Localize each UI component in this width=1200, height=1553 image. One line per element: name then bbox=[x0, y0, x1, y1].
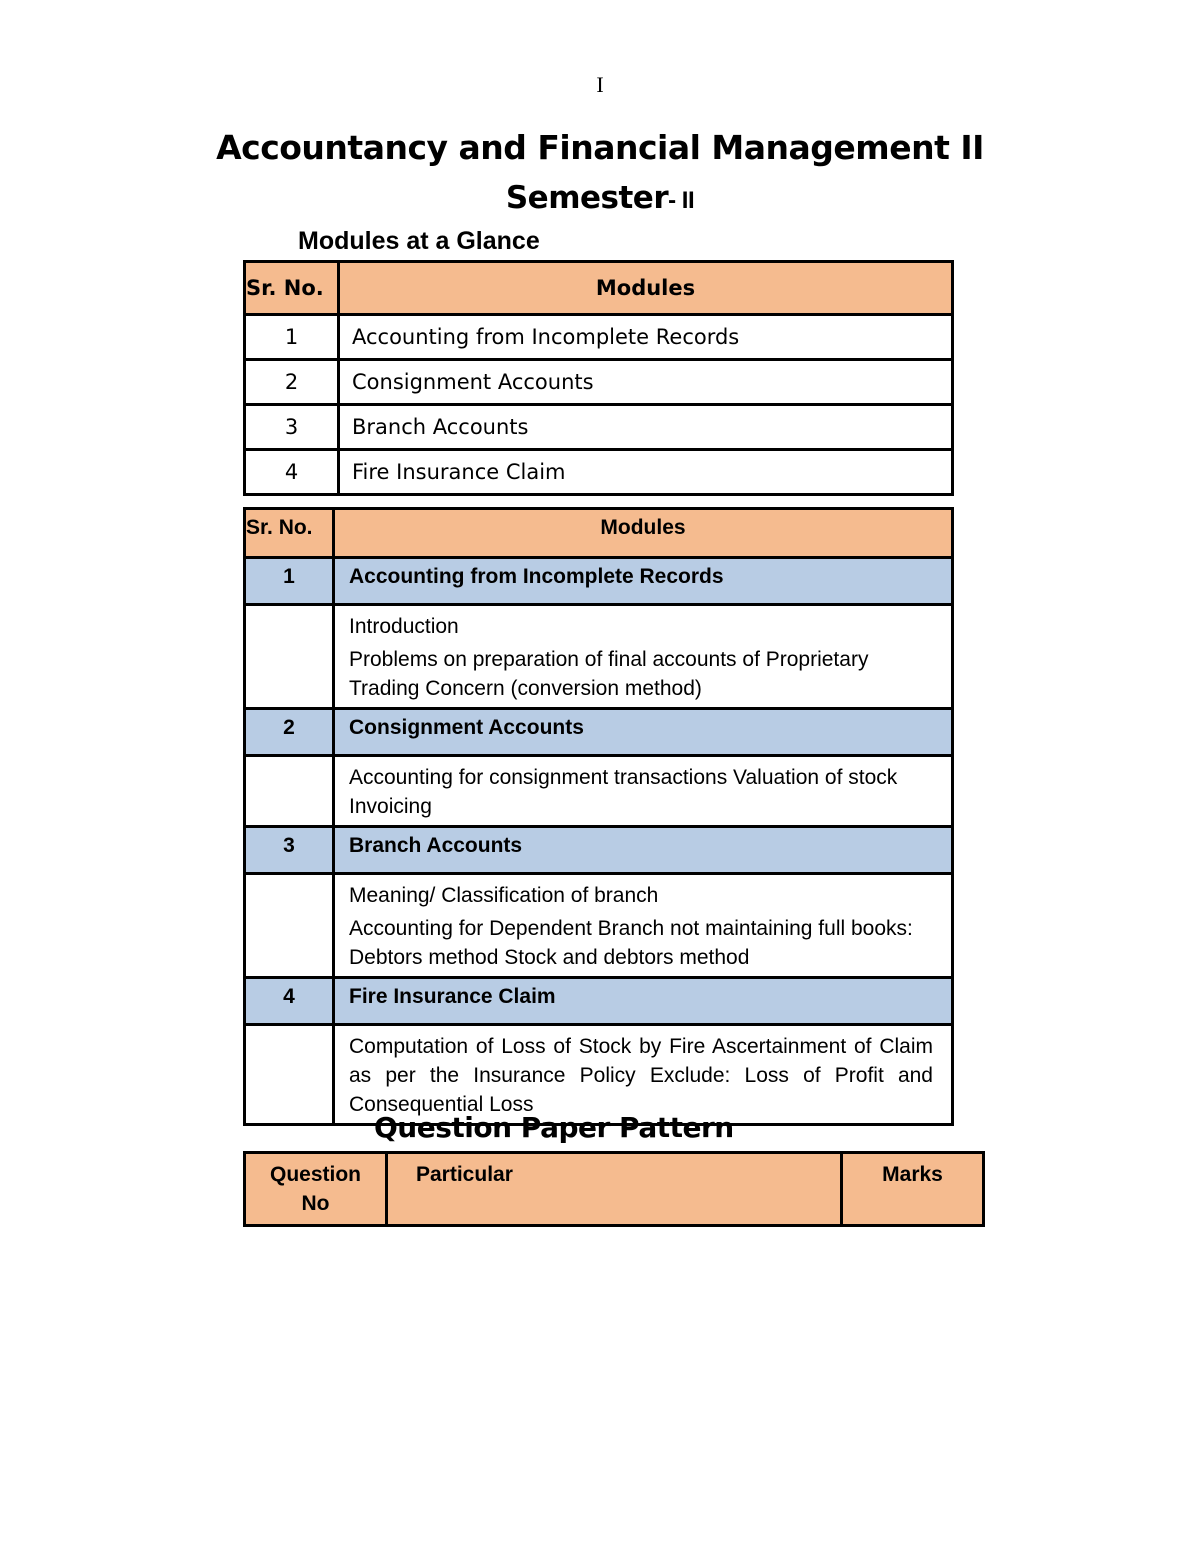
module-title: Consignment Accounts bbox=[334, 709, 953, 756]
semester-suffix: - II bbox=[668, 187, 695, 214]
module-description-row bbox=[245, 874, 953, 978]
detail-header-row bbox=[245, 509, 953, 558]
module-title: Branch Accounts bbox=[334, 827, 953, 874]
summary-row-number: 3 bbox=[245, 405, 339, 450]
header-question-no: Question No bbox=[245, 1153, 387, 1226]
summary-row bbox=[245, 450, 953, 495]
empty-cell bbox=[245, 605, 334, 709]
empty-cell bbox=[245, 756, 334, 827]
module-number: 1 bbox=[245, 558, 334, 605]
module-title: Fire Insurance Claim bbox=[334, 978, 953, 1025]
detail-header-sr-no: Sr. No. bbox=[245, 509, 334, 558]
summary-header-sr-no: Sr. No. bbox=[245, 262, 339, 315]
module-description-row bbox=[245, 605, 953, 709]
modules-at-a-glance-heading: Modules at a Glance bbox=[298, 227, 540, 255]
question-table-header-row bbox=[245, 1153, 984, 1226]
modules-summary-table bbox=[243, 260, 954, 496]
module-number: 3 bbox=[245, 827, 334, 874]
module-description bbox=[334, 874, 953, 978]
module-number: 4 bbox=[245, 978, 334, 1025]
summary-header-row bbox=[245, 262, 953, 315]
module-description bbox=[334, 756, 953, 827]
empty-cell bbox=[245, 1025, 334, 1125]
page-number: I bbox=[596, 72, 604, 97]
summary-row bbox=[245, 360, 953, 405]
summary-row-number: 1 bbox=[245, 315, 339, 360]
semester-label: Semester bbox=[505, 180, 669, 216]
module-topic: Problems on preparation of final accounts of Proprietary Trading Concern (conversion method) bbox=[349, 648, 869, 700]
summary-row-number: 4 bbox=[245, 450, 339, 495]
header-particular: Particular bbox=[387, 1153, 842, 1226]
summary-row-module: Accounting from Incomplete Records bbox=[339, 315, 953, 360]
module-topic: Computation of Loss of Stock by Fire Ascertainment of Claim as per the Insurance Policy Exclude: Loss of Profit and Consequential Loss bbox=[349, 1035, 933, 1116]
summary-header-modules: Modules bbox=[339, 262, 953, 315]
question-paper-pattern-heading: Question Paper Pattern bbox=[374, 1111, 734, 1144]
summary-row-module: Consignment Accounts bbox=[339, 360, 953, 405]
summary-row bbox=[245, 315, 953, 360]
module-topic: Accounting for consignment transactions Valuation of stock Invoicing bbox=[349, 766, 898, 818]
module-title-row bbox=[245, 709, 953, 756]
summary-row-module: Fire Insurance Claim bbox=[339, 450, 953, 495]
empty-cell bbox=[245, 874, 334, 978]
module-topic: Accounting for Dependent Branch not maintaining full books: Debtors method Stock and debtors method bbox=[349, 917, 913, 969]
summary-row bbox=[245, 405, 953, 450]
module-topic: Introduction bbox=[349, 615, 459, 638]
module-title-row bbox=[245, 558, 953, 605]
module-description bbox=[334, 1025, 953, 1125]
modules-detail-table bbox=[243, 507, 954, 1126]
summary-row-number: 2 bbox=[245, 360, 339, 405]
document-title: Accountancy and Financial Management II bbox=[216, 128, 984, 167]
module-description bbox=[334, 605, 953, 709]
module-title-row bbox=[245, 827, 953, 874]
semester-heading bbox=[0, 180, 1200, 216]
question-paper-table bbox=[243, 1151, 985, 1227]
summary-row-module: Branch Accounts bbox=[339, 405, 953, 450]
detail-header-modules: Modules bbox=[334, 509, 953, 558]
module-description-row bbox=[245, 1025, 953, 1125]
module-topic: Meaning/ Classification of branch bbox=[349, 884, 659, 907]
module-title-row bbox=[245, 978, 953, 1025]
module-number: 2 bbox=[245, 709, 334, 756]
header-marks: Marks bbox=[842, 1153, 984, 1226]
module-description-row bbox=[245, 756, 953, 827]
module-title: Accounting from Incomplete Records bbox=[334, 558, 953, 605]
